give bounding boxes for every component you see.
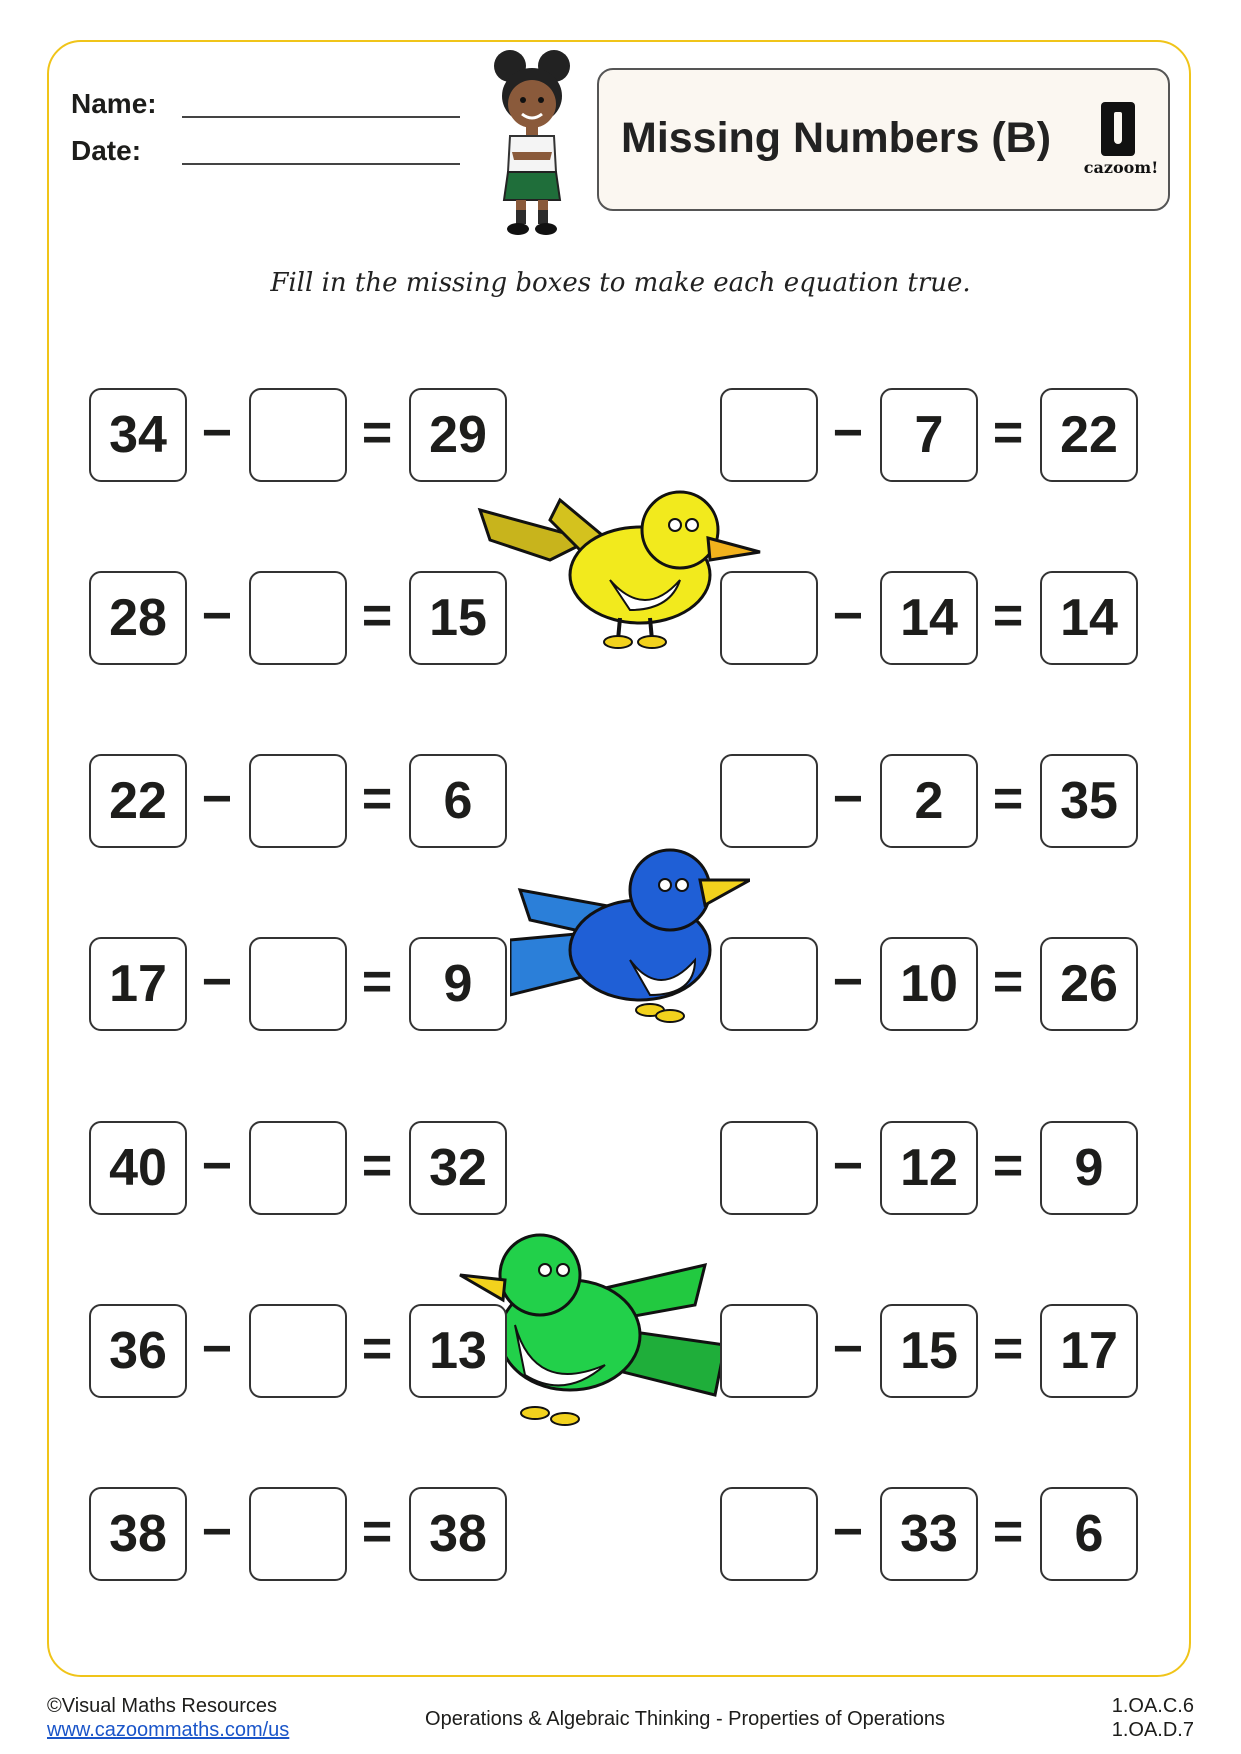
equals-sign: = — [992, 587, 1024, 645]
minus-sign: − — [832, 587, 864, 645]
number-box: 14 — [1040, 571, 1138, 665]
number-box: 33 — [880, 1487, 978, 1581]
answer-box[interactable] — [249, 1121, 347, 1215]
cazoom-logo-mark — [1101, 102, 1135, 156]
minus-sign: − — [832, 1320, 864, 1378]
answer-box[interactable] — [720, 754, 818, 848]
date-field[interactable] — [182, 163, 460, 165]
equals-sign: = — [992, 404, 1024, 462]
minus-sign: − — [832, 404, 864, 462]
answer-box[interactable] — [720, 937, 818, 1031]
name-label: Name: — [71, 88, 157, 119]
equals-sign: = — [361, 770, 393, 828]
number-box: 13 — [409, 1304, 507, 1398]
minus-sign: − — [201, 1320, 233, 1378]
equals-sign: = — [361, 404, 393, 462]
minus-sign: − — [201, 404, 233, 462]
minus-sign: − — [201, 1137, 233, 1195]
number-box: 14 — [880, 571, 978, 665]
number-box: 29 — [409, 388, 507, 482]
cazoom-logo-text: cazoom! — [1083, 158, 1159, 177]
answer-box[interactable] — [720, 1121, 818, 1215]
answer-box[interactable] — [249, 388, 347, 482]
answer-box[interactable] — [249, 937, 347, 1031]
answer-box[interactable] — [720, 1487, 818, 1581]
equals-sign: = — [992, 1320, 1024, 1378]
minus-sign: − — [832, 953, 864, 1011]
minus-sign: − — [201, 770, 233, 828]
answer-box[interactable] — [720, 1304, 818, 1398]
page-title: Missing Numbers (B) — [621, 114, 1052, 162]
equals-sign: = — [992, 1137, 1024, 1195]
equals-sign: = — [361, 1137, 393, 1195]
number-box: 17 — [89, 937, 187, 1031]
answer-box[interactable] — [249, 754, 347, 848]
number-box: 32 — [409, 1121, 507, 1215]
girl-character-illustration — [472, 48, 592, 238]
blue-bird-illustration — [510, 820, 750, 1030]
number-box: 6 — [409, 754, 507, 848]
number-box: 35 — [1040, 754, 1138, 848]
number-box: 38 — [89, 1487, 187, 1581]
number-box: 6 — [1040, 1487, 1138, 1581]
answer-box[interactable] — [720, 571, 818, 665]
number-box: 28 — [89, 571, 187, 665]
equals-sign: = — [992, 953, 1024, 1011]
number-box: 26 — [1040, 937, 1138, 1031]
answer-box[interactable] — [249, 1487, 347, 1581]
minus-sign: − — [201, 1503, 233, 1561]
number-box: 17 — [1040, 1304, 1138, 1398]
equals-sign: = — [361, 587, 393, 645]
minus-sign: − — [201, 953, 233, 1011]
footer-website-link[interactable]: www.cazoommaths.com/us — [47, 1719, 290, 1741]
number-box: 9 — [409, 937, 507, 1031]
title-box — [597, 68, 1170, 211]
number-box: 22 — [1040, 388, 1138, 482]
footer-standard-code-1: 1.OA.C.6 — [1111, 1695, 1194, 1717]
number-box: 7 — [880, 388, 978, 482]
equals-sign: = — [361, 1320, 393, 1378]
number-box: 10 — [880, 937, 978, 1031]
equals-sign: = — [992, 770, 1024, 828]
name-field[interactable] — [182, 116, 460, 118]
number-box: 40 — [89, 1121, 187, 1215]
instruction-text: Fill in the missing boxes to make each equation true. — [270, 268, 971, 298]
minus-sign: − — [201, 587, 233, 645]
number-box: 22 — [89, 754, 187, 848]
footer-copyright: ©Visual Maths Resources — [47, 1695, 278, 1717]
number-box: 38 — [409, 1487, 507, 1581]
equals-sign: = — [361, 953, 393, 1011]
number-box: 15 — [409, 571, 507, 665]
number-box: 12 — [880, 1121, 978, 1215]
equals-sign: = — [992, 1503, 1024, 1561]
minus-sign: − — [832, 1137, 864, 1195]
equals-sign: = — [361, 1503, 393, 1561]
answer-box[interactable] — [249, 1304, 347, 1398]
number-box: 15 — [880, 1304, 978, 1398]
answer-box[interactable] — [249, 571, 347, 665]
minus-sign: − — [832, 770, 864, 828]
number-box: 36 — [89, 1304, 187, 1398]
number-box: 34 — [89, 388, 187, 482]
answer-box[interactable] — [720, 388, 818, 482]
footer-standard-code-2: 1.OA.D.7 — [1111, 1719, 1194, 1741]
footer-topic: Operations & Algebraic Thinking - Properties of Operations — [425, 1708, 945, 1730]
minus-sign: − — [832, 1503, 864, 1561]
number-box: 2 — [880, 754, 978, 848]
cazoom-logo — [1079, 96, 1159, 186]
date-label: Date: — [71, 135, 142, 166]
number-box: 9 — [1040, 1121, 1138, 1215]
